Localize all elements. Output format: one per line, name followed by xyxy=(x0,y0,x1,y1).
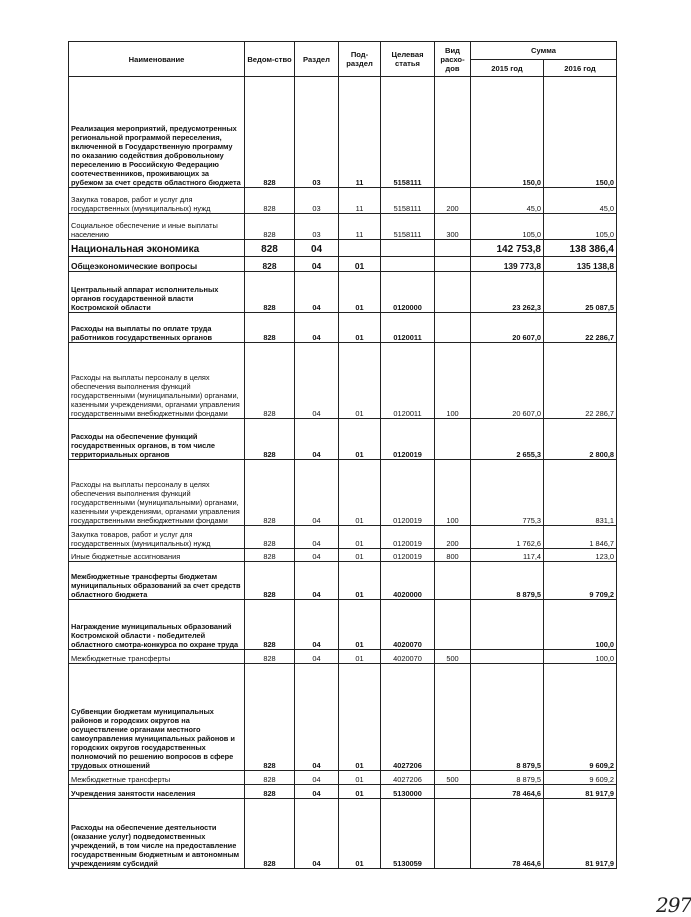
row-sum-2015: 78 464,6 xyxy=(471,799,544,869)
row-sum-2016: 81 917,9 xyxy=(544,799,617,869)
row-podrazdel: 01 xyxy=(339,257,381,272)
row-sum-2015: 45,0 xyxy=(471,188,544,214)
row-sum-2016: 45,0 xyxy=(544,188,617,214)
row-sum-2015: 139 773,8 xyxy=(471,257,544,272)
row-podrazdel: 01 xyxy=(339,526,381,549)
row-vedomstvo: 828 xyxy=(245,188,295,214)
row-stat: 5158111 xyxy=(381,214,435,240)
row-podrazdel: 01 xyxy=(339,419,381,460)
row-podrazdel: 01 xyxy=(339,562,381,600)
table-row xyxy=(69,188,617,214)
row-stat: 0120000 xyxy=(381,272,435,313)
row-razdel: 03 xyxy=(295,77,339,188)
row-razdel: 04 xyxy=(295,526,339,549)
row-sum-2015: 8 879,5 xyxy=(471,771,544,785)
row-podrazdel: 01 xyxy=(339,343,381,419)
row-sum-2015: 20 607,0 xyxy=(471,343,544,419)
row-vid xyxy=(435,562,471,600)
row-razdel: 04 xyxy=(295,272,339,313)
row-sum-2016: 1 846,7 xyxy=(544,526,617,549)
row-name: Расходы на обеспечение деятельности (оказание услуг) подведомственных учреждений, в том числе на предоставление государственным бюджетным и автономным учреждениям субсидий xyxy=(69,799,245,869)
row-stat xyxy=(381,257,435,272)
row-sum-2016: 22 286,7 xyxy=(544,343,617,419)
row-razdel: 04 xyxy=(295,419,339,460)
row-name: Межбюджетные трансферты xyxy=(69,650,245,664)
row-stat: 0120019 xyxy=(381,526,435,549)
row-sum-2015: 20 607,0 xyxy=(471,313,544,343)
row-name: Национальная экономика xyxy=(69,240,245,257)
page-number: 297 xyxy=(656,893,691,917)
row-sum-2016: 150,0 xyxy=(544,77,617,188)
row-vid xyxy=(435,313,471,343)
row-stat: 0120011 xyxy=(381,343,435,419)
row-vedomstvo: 828 xyxy=(245,526,295,549)
header-summa: Сумма xyxy=(471,42,617,60)
budget-table-page xyxy=(68,41,691,917)
table-row xyxy=(69,257,617,272)
row-sum-2015: 23 262,3 xyxy=(471,272,544,313)
row-vid: 500 xyxy=(435,650,471,664)
row-sum-2016: 22 286,7 xyxy=(544,313,617,343)
table-row xyxy=(69,664,617,771)
table-row xyxy=(69,771,617,785)
row-sum-2016: 105,0 xyxy=(544,214,617,240)
table-row xyxy=(69,240,617,257)
row-name: Социальное обеспечение и иные выплаты населению xyxy=(69,214,245,240)
row-podrazdel xyxy=(339,240,381,257)
row-vedomstvo: 828 xyxy=(245,460,295,526)
row-stat: 0120011 xyxy=(381,313,435,343)
table-row xyxy=(69,526,617,549)
row-podrazdel: 01 xyxy=(339,785,381,799)
row-razdel: 04 xyxy=(295,313,339,343)
row-vid xyxy=(435,664,471,771)
row-razdel: 04 xyxy=(295,240,339,257)
row-sum-2016: 100,0 xyxy=(544,650,617,664)
row-vid xyxy=(435,419,471,460)
row-vid xyxy=(435,799,471,869)
row-sum-2015: 150,0 xyxy=(471,77,544,188)
row-vid xyxy=(435,785,471,799)
row-razdel: 04 xyxy=(295,799,339,869)
header-stat: Целевая статья xyxy=(381,42,435,77)
budget-table xyxy=(68,41,617,869)
table-row xyxy=(69,799,617,869)
row-name: Закупка товаров, работ и услуг для государственных (муниципальных) нужд xyxy=(69,526,245,549)
row-sum-2015 xyxy=(471,600,544,650)
table-row xyxy=(69,460,617,526)
table-row xyxy=(69,549,617,562)
row-sum-2015: 117,4 xyxy=(471,549,544,562)
row-vid: 200 xyxy=(435,526,471,549)
row-sum-2016: 831,1 xyxy=(544,460,617,526)
row-podrazdel: 01 xyxy=(339,313,381,343)
row-stat xyxy=(381,240,435,257)
header-name: Наименование xyxy=(69,42,245,77)
row-razdel: 04 xyxy=(295,343,339,419)
row-razdel: 03 xyxy=(295,214,339,240)
row-podrazdel: 01 xyxy=(339,771,381,785)
row-name: Центральный аппарат исполнительных органов государственной власти Костромской области xyxy=(69,272,245,313)
row-name: Реализация мероприятий, предусмотренных региональной программой переселения, включенной в Государственную программу по оказанию содействия добровольному переселению в Российскую Федерацию соотечественников, проживающих за рубежом за счет средств областного бюджета xyxy=(69,77,245,188)
row-stat: 4027206 xyxy=(381,771,435,785)
row-sum-2016: 25 087,5 xyxy=(544,272,617,313)
row-name: Расходы на выплаты персоналу в целях обеспечения выполнения функций государственными (муниципальными) органами, казенными учреждениями, органами управления государственными внебюджетными фондами xyxy=(69,460,245,526)
row-name: Межбюджетные трансферты бюджетам муниципальных образований за счет средств областного бюджета xyxy=(69,562,245,600)
table-row xyxy=(69,562,617,600)
row-podrazdel: 01 xyxy=(339,600,381,650)
row-vid: 800 xyxy=(435,549,471,562)
row-podrazdel: 11 xyxy=(339,77,381,188)
row-sum-2015: 2 655,3 xyxy=(471,419,544,460)
row-sum-2016: 9 609,2 xyxy=(544,771,617,785)
row-vedomstvo: 828 xyxy=(245,650,295,664)
row-podrazdel: 01 xyxy=(339,664,381,771)
row-sum-2016: 123,0 xyxy=(544,549,617,562)
table-row xyxy=(69,419,617,460)
row-vid: 100 xyxy=(435,460,471,526)
table-row xyxy=(69,272,617,313)
header-podrazdel: Под-раздел xyxy=(339,42,381,77)
row-name: Межбюджетные трансферты xyxy=(69,771,245,785)
row-podrazdel: 01 xyxy=(339,460,381,526)
row-vid: 200 xyxy=(435,188,471,214)
row-sum-2015: 775,3 xyxy=(471,460,544,526)
row-stat: 4027206 xyxy=(381,664,435,771)
header-vedomstvo: Ведом-ство xyxy=(245,42,295,77)
row-podrazdel: 01 xyxy=(339,549,381,562)
header-razdel: Раздел xyxy=(295,42,339,77)
row-razdel: 04 xyxy=(295,460,339,526)
row-razdel: 04 xyxy=(295,562,339,600)
row-vedomstvo: 828 xyxy=(245,77,295,188)
row-name: Расходы на обеспечение функций государственных органов, в том числе территориальных органов xyxy=(69,419,245,460)
row-sum-2016: 9 709,2 xyxy=(544,562,617,600)
header-2015: 2015 год xyxy=(471,60,544,77)
row-sum-2015: 8 879,5 xyxy=(471,664,544,771)
table-row xyxy=(69,77,617,188)
row-stat: 4020000 xyxy=(381,562,435,600)
row-sum-2016: 138 386,4 xyxy=(544,240,617,257)
row-sum-2015: 142 753,8 xyxy=(471,240,544,257)
row-name: Закупка товаров, работ и услуг для государственных (муниципальных) нужд xyxy=(69,188,245,214)
row-vid: 500 xyxy=(435,771,471,785)
row-vid xyxy=(435,257,471,272)
row-stat: 5130000 xyxy=(381,785,435,799)
row-vedomstvo: 828 xyxy=(245,240,295,257)
row-razdel: 03 xyxy=(295,188,339,214)
table-row xyxy=(69,600,617,650)
row-sum-2016: 9 609,2 xyxy=(544,664,617,771)
row-stat: 4020070 xyxy=(381,650,435,664)
row-name: Расходы на выплаты персоналу в целях обеспечения выполнения функций государственными (муниципальными) органами, казенными учреждениями, органами управления государственными внебюджетными фондами xyxy=(69,343,245,419)
row-vedomstvo: 828 xyxy=(245,664,295,771)
header-vid: Вид расхо-дов xyxy=(435,42,471,77)
row-razdel: 04 xyxy=(295,785,339,799)
row-razdel: 04 xyxy=(295,600,339,650)
row-podrazdel: 01 xyxy=(339,799,381,869)
row-vid xyxy=(435,77,471,188)
row-podrazdel: 11 xyxy=(339,214,381,240)
row-vedomstvo: 828 xyxy=(245,600,295,650)
row-sum-2015: 8 879,5 xyxy=(471,562,544,600)
row-vedomstvo: 828 xyxy=(245,272,295,313)
row-stat: 0120019 xyxy=(381,419,435,460)
row-razdel: 04 xyxy=(295,549,339,562)
row-stat: 5158111 xyxy=(381,188,435,214)
row-vid: 300 xyxy=(435,214,471,240)
row-stat: 0120019 xyxy=(381,549,435,562)
table-row xyxy=(69,214,617,240)
row-stat: 0120019 xyxy=(381,460,435,526)
table-row xyxy=(69,343,617,419)
row-sum-2015: 105,0 xyxy=(471,214,544,240)
row-razdel: 04 xyxy=(295,664,339,771)
header-2016: 2016 год xyxy=(544,60,617,77)
row-sum-2016: 2 800,8 xyxy=(544,419,617,460)
row-sum-2015: 78 464,6 xyxy=(471,785,544,799)
row-razdel: 04 xyxy=(295,771,339,785)
row-stat: 5130059 xyxy=(381,799,435,869)
row-vedomstvo: 828 xyxy=(245,313,295,343)
row-vedomstvo: 828 xyxy=(245,785,295,799)
row-stat: 4020070 xyxy=(381,600,435,650)
row-vedomstvo: 828 xyxy=(245,419,295,460)
row-vid xyxy=(435,600,471,650)
row-name: Награждение муниципальных образований Костромской области - победителей областного смотра-конкурса по охране труда xyxy=(69,600,245,650)
row-podrazdel: 11 xyxy=(339,188,381,214)
row-razdel: 04 xyxy=(295,257,339,272)
table-row xyxy=(69,313,617,343)
row-sum-2016: 81 917,9 xyxy=(544,785,617,799)
row-name: Иные бюджетные ассигнования xyxy=(69,549,245,562)
row-podrazdel: 01 xyxy=(339,272,381,313)
row-sum-2015 xyxy=(471,650,544,664)
row-vid: 100 xyxy=(435,343,471,419)
table-row xyxy=(69,785,617,799)
row-vedomstvo: 828 xyxy=(245,549,295,562)
row-vid xyxy=(435,240,471,257)
row-vedomstvo: 828 xyxy=(245,343,295,419)
row-vedomstvo: 828 xyxy=(245,214,295,240)
row-sum-2016: 135 138,8 xyxy=(544,257,617,272)
row-sum-2016: 100,0 xyxy=(544,600,617,650)
table-row xyxy=(69,650,617,664)
row-vedomstvo: 828 xyxy=(245,771,295,785)
row-sum-2015: 1 762,6 xyxy=(471,526,544,549)
row-vedomstvo: 828 xyxy=(245,562,295,600)
row-name: Общеэкономические вопросы xyxy=(69,257,245,272)
row-vedomstvo: 828 xyxy=(245,257,295,272)
row-vedomstvo: 828 xyxy=(245,799,295,869)
row-name: Учреждения занятости населения xyxy=(69,785,245,799)
row-razdel: 04 xyxy=(295,650,339,664)
row-name: Расходы на выплаты по оплате труда работников государственных органов xyxy=(69,313,245,343)
row-podrazdel: 01 xyxy=(339,650,381,664)
row-name: Субвенции бюджетам муниципальных районов и городских округов на осуществление органами местного самоуправления муниципальных районов и городских округов государственных полномочий по решению вопросов в сфере трудовых отношений xyxy=(69,664,245,771)
row-vid xyxy=(435,272,471,313)
row-stat: 5158111 xyxy=(381,77,435,188)
